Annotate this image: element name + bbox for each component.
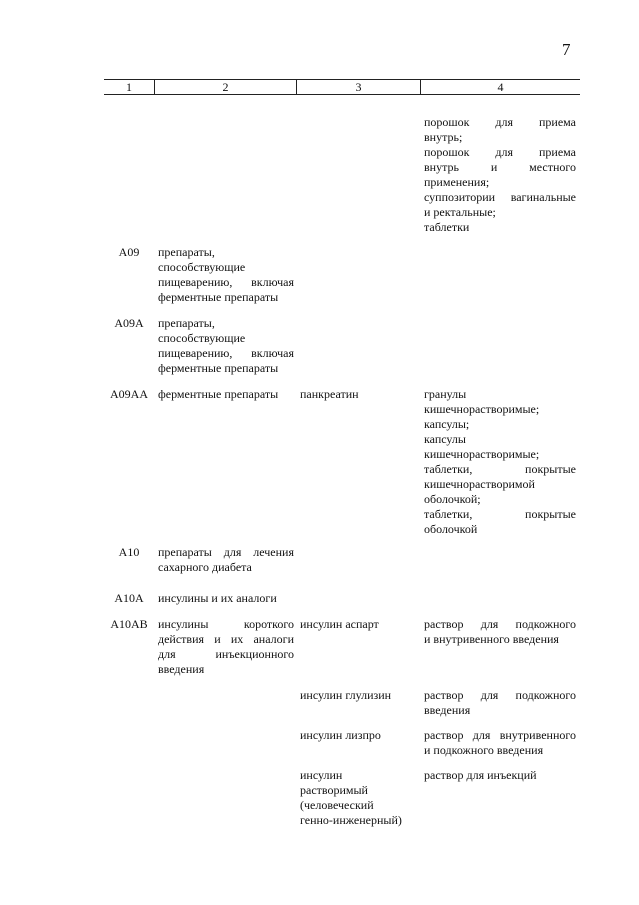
drug-name-line: (человеческий [300, 798, 374, 812]
dosage-forms-line: капсулы; [424, 417, 470, 431]
atc-code [104, 768, 154, 828]
header-col-2: 2 [154, 80, 296, 94]
dosage-forms-line: гранулы [424, 387, 467, 401]
drug-group [154, 245, 296, 305]
drug-group [154, 545, 296, 575]
dosage-forms-line: введения [424, 703, 471, 717]
drug-group-line: пищеварению, включая [158, 275, 294, 289]
atc-code: A10 [118, 545, 140, 559]
header-col-4: 4 [420, 80, 580, 94]
atc-code: A10A [114, 591, 144, 605]
dosage-forms [420, 688, 580, 718]
table-row [104, 591, 580, 606]
dosage-forms-line: кишечнорастворимые; [424, 402, 540, 416]
drug-name [296, 387, 420, 537]
drug-group-line: ферментные препараты [158, 290, 279, 304]
atc-code [104, 688, 154, 718]
drug-group-line: действия и их аналоги [158, 632, 294, 646]
dosage-forms-line: капсулы [424, 432, 466, 446]
drug-group-line: препараты, [158, 316, 215, 330]
table-row [104, 768, 580, 828]
drug-group-line: пищеварению, включая [158, 346, 294, 360]
drug-name [296, 617, 420, 677]
table-row [104, 245, 580, 305]
drug-group [154, 591, 296, 606]
dosage-forms-line: оболочкой; [424, 492, 481, 506]
drug-name-line: инсулин лизпро [300, 728, 381, 742]
drug-group [154, 617, 296, 677]
dosage-forms [420, 728, 580, 758]
drug-group-line: способствующие [158, 260, 246, 274]
table-row [104, 617, 580, 677]
dosage-forms [420, 115, 580, 235]
dosage-forms-line: раствор для подкожного [424, 617, 576, 631]
atc-code: A10AB [110, 617, 148, 631]
dosage-forms-line: оболочкой [424, 522, 478, 536]
drug-group [154, 728, 296, 758]
atc-code [104, 115, 154, 235]
drug-group-line: препараты для лечения [158, 545, 294, 559]
drug-name [296, 316, 420, 376]
dosage-forms [420, 768, 580, 828]
drug-group [154, 688, 296, 718]
dosage-forms-line: внутрь и местного [424, 160, 576, 174]
dosage-forms-line: таблетки, покрытые [424, 462, 576, 476]
drug-name-line: инсулин глулизин [300, 688, 392, 702]
table-row [104, 115, 580, 235]
table-row [104, 316, 580, 376]
atc-code: A09A [114, 316, 144, 330]
dosage-forms [420, 387, 580, 537]
dosage-forms-line: и подкожного введения [424, 743, 544, 757]
dosage-forms-line: внутрь; [424, 130, 463, 144]
dosage-forms [420, 245, 580, 305]
drug-name [296, 591, 420, 606]
atc-code: A09 [118, 245, 140, 259]
table-row [104, 387, 580, 537]
drug-group-line: инсулины и их аналоги [158, 591, 277, 605]
drug-group-line: введения [158, 662, 205, 676]
dosage-forms-line: кишечнорастворимой [424, 477, 535, 491]
drug-group-line: для инъекционного [158, 647, 294, 661]
dosage-forms-line: таблетки [424, 220, 470, 234]
dosage-forms-line: применения; [424, 175, 490, 189]
drug-group [154, 115, 296, 235]
dosage-forms-line: суппозитории вагинальные [424, 190, 576, 204]
dosage-forms-line: раствор для внутривенного [424, 728, 576, 742]
dosage-forms-line: порошок для приема [424, 115, 576, 129]
dosage-forms-line: и ректальные; [424, 205, 496, 219]
drug-group-line: инсулины короткого [158, 617, 294, 631]
drug-group-line: препараты, [158, 245, 215, 259]
dosage-forms-line: раствор для инъекций [424, 768, 537, 782]
drug-group [154, 316, 296, 376]
dosage-forms-line: таблетки, покрытые [424, 507, 576, 521]
atc-code: A09AA [110, 387, 148, 401]
drug-name [296, 245, 420, 305]
table-row [104, 728, 580, 758]
header-col-1: 1 [126, 80, 132, 94]
drug-name-line: инсулин аспарт [300, 617, 379, 631]
drug-group-line: способствующие [158, 331, 246, 345]
dosage-forms-line: кишечнорастворимые; [424, 447, 540, 461]
dosage-forms-line: порошок для приема [424, 145, 576, 159]
drug-name-line: генно-инженерный) [300, 813, 402, 827]
drug-name [296, 115, 420, 235]
dosage-forms-line: раствор для подкожного [424, 688, 576, 702]
table-row [104, 688, 580, 718]
drug-group-line: ферментные препараты [158, 361, 279, 375]
header-col-3: 3 [296, 80, 420, 94]
dosage-forms [420, 617, 580, 677]
drug-group-line: ферментные препараты [158, 387, 279, 401]
drug-name [296, 768, 420, 828]
atc-code [104, 728, 154, 758]
drug-name [296, 688, 420, 718]
drug-name-line: растворимый [300, 783, 368, 797]
drug-group [154, 768, 296, 828]
dosage-forms [420, 545, 580, 575]
table-row [104, 545, 580, 575]
drug-name-line: панкреатин [300, 387, 359, 401]
page-number: 7 [562, 40, 571, 59]
dosage-forms-line: и внутривенного введения [424, 632, 559, 646]
dosage-forms [420, 591, 580, 606]
table-header [104, 79, 580, 95]
drug-name [296, 545, 420, 575]
drug-name [296, 728, 420, 758]
drug-group [154, 387, 296, 537]
dosage-forms [420, 316, 580, 376]
drug-group-line: сахарного диабета [158, 560, 252, 574]
drug-name-line: инсулин [300, 768, 343, 782]
